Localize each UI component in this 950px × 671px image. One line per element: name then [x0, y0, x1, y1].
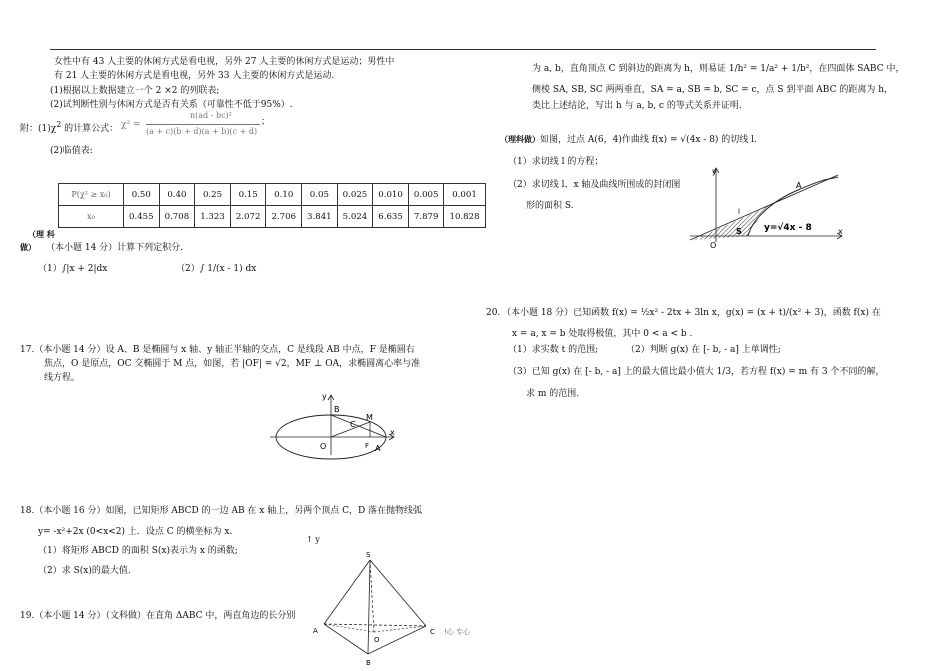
edge-sa: [324, 560, 370, 624]
q19-line-1: 19.（本小题 14 分）（文科做）在直角 ΔABC 中，两直角边的长分别: [20, 611, 296, 621]
q20-part-1: （1）求实数 t 的范围;: [508, 345, 599, 355]
q20-part-4: 求 m 的范围.: [526, 389, 580, 399]
label-b: B: [334, 405, 340, 414]
table-cell: 0.25: [195, 184, 231, 206]
label-y: y: [712, 167, 717, 176]
q19-cont-line-1: 为 a, b，直角顶点 C 到斜边的距离为 h，则易证 1/h² = 1/a² + 1/b²，在四面体 SABC 中，: [532, 64, 905, 74]
label-b: B: [366, 659, 371, 667]
q16-line-1: 女性中有 43 人主要的休闲方式是看电视，另外 27 人主要的休闲方式是运动；男性中: [54, 57, 395, 67]
q18-part-1: （1）将矩形 ABCD 的面积 S(x)表示为 x 的函数;: [38, 546, 238, 556]
table-cell: 0.10: [266, 184, 302, 206]
science-tag-1: （理 科: [28, 229, 55, 239]
table-header-cell: P(χ² ≥ x₀): [59, 184, 124, 206]
q20-line-2: x = a, x = b 处取得极值，其中 0 < a < b .: [512, 329, 693, 339]
table-cell: 0.005: [408, 184, 444, 206]
q20-part-2: （2）判断 g(x) 在 [- b, - a] 上单调性;: [626, 345, 781, 355]
ellipse-figure: [262, 385, 402, 460]
table-cell: 2.706: [266, 206, 302, 228]
label-a: A: [375, 444, 381, 453]
height-so: [370, 560, 374, 632]
q18-part-2: （2）求 S(x)的最大值.: [38, 566, 131, 576]
label-s: S: [736, 227, 742, 236]
label-x: x: [838, 227, 843, 236]
table-cell: 0.010: [373, 184, 409, 206]
seg-oc: [374, 626, 426, 632]
table-cell: 0.05: [302, 184, 338, 206]
q19-cont-line-3: 类比上述结论，写出 h 与 a, b, c 的等式关系并证明.: [532, 101, 742, 111]
q-science-2-part-1: （1）求切线 l 的方程；: [508, 157, 604, 167]
label-c: C: [350, 420, 356, 429]
q16-part-2: (2)试判断性别与休闲方式是否有关系（可靠性不低于95%）.: [50, 100, 293, 110]
formula-end: ；: [261, 117, 271, 127]
table-cell: 0.50: [124, 184, 160, 206]
q18-line-1: 18.（本小题 16 分）如图，已知矩形 ABCD 的一边 AB 在 x 轴上，另两个顶点 C，D 落在抛物线弧: [20, 506, 423, 516]
label-a: A: [313, 627, 318, 635]
q19-cont-line-2: 侧棱 SA, SB, SC 两两垂直，SA = a, SB = b, SC = c，点 S 到平面 ABC 的距离为 h，: [532, 85, 893, 95]
label-y: y: [322, 392, 327, 401]
critical-table-label: (2)临值表:: [50, 146, 93, 156]
table-cell: 3.841: [302, 206, 338, 228]
table-cell: 5.024: [337, 206, 373, 228]
label-c: C: [430, 628, 435, 636]
edge-ac: [324, 624, 426, 626]
q17-line-2: 焦点，O 是原点，OC 交椭圆于 M 点，如图，若 |OF| = √2，MF ⊥ OA，求椭圆离心率与准: [44, 359, 421, 369]
table-cell: 0.40: [159, 184, 195, 206]
table-cell: 1.323: [195, 206, 231, 228]
q-science-2-line: （理科做）如图，过点 A(6，4)作曲线 f(x) = √(4x - 8) 的切线 l.: [500, 134, 757, 145]
watermark-text: !心 专心: [444, 628, 471, 636]
edge-ab: [324, 624, 368, 654]
tetrahedron-figure: [310, 548, 490, 671]
table-cell: 2.072: [230, 206, 266, 228]
q20-line-1: 20．（本小题 18 分）已知函数 f(x) = ½x² - 2tx + 3ln x，g(x) = (x + t)/(x² + 3)，函数 f(x) 在: [486, 308, 881, 318]
integral-part-1: （1）∫|x + 2|dx: [38, 264, 108, 274]
table-row: [59, 206, 486, 228]
q-science-2-part-2a: （2）求切线 l、x 轴及曲线所围成的封闭图: [508, 180, 681, 190]
q18-line-2: y= -x²+2x (0<x<2) 上．设点 C 的横坐标为 x.: [38, 527, 233, 537]
q16-line-2: 有 21 人主要的休闲方式是看电视，另外 33 人主要的休闲方式是运动.: [54, 71, 335, 81]
table-row: [59, 184, 486, 206]
edge-sc: [370, 560, 426, 626]
q17-line-1: 17.（本小题 14 分）设 A、B 是椭圆与 x 轴、y 轴正半轴的交点，C 是线段 AB 中点，F 是椭圆右: [20, 345, 415, 355]
table-cell: 7.879: [408, 206, 444, 228]
q17-line-3: 线方程。: [44, 373, 81, 383]
label-f: F: [365, 442, 370, 450]
table-cell: 0.708: [159, 206, 195, 228]
edge-sb: [368, 560, 370, 654]
table-header-cell: x₀: [59, 206, 124, 228]
integral-part-2: （2）∫ 1/(x - 1) dx: [176, 264, 257, 274]
label-o: O: [710, 241, 717, 250]
formula-lhs: χ² =: [121, 120, 141, 130]
label-m: M: [366, 413, 373, 422]
label-l: l: [738, 208, 740, 216]
header-rule: [50, 49, 876, 50]
label-a: A: [796, 181, 802, 190]
formula-fraction-bar: [146, 124, 260, 125]
table-cell: 10.828: [444, 206, 485, 228]
table-cell: 0.025: [337, 184, 373, 206]
table-cell: 0.455: [124, 206, 160, 228]
q-science-2-part-2b: 形的面积 S.: [526, 201, 574, 211]
q18-y-axis-label: ↑ y: [306, 535, 320, 544]
integral-question: （本小题 14 分）计算下列定积分.: [46, 243, 184, 253]
q20-part-3: （3）已知 g(x) 在 [- b, - a] 上的最大值比最小值大 1/3，若方程 f(x) = m 有 3 个不同的解，: [508, 367, 885, 377]
label-o: O: [320, 442, 327, 451]
table-cell: 0.15: [230, 184, 266, 206]
critical-value-table: [58, 183, 486, 228]
formula-numerator: n(ad - bc)²: [190, 111, 232, 120]
tangent-graph: [686, 160, 846, 255]
curve-equation: y=√4x - 8: [764, 223, 812, 233]
label-o: O: [374, 636, 380, 644]
table-cell: 0.001: [444, 184, 485, 206]
appendix-label: 附：$(1)\chi^2$ 的计算公式：: [20, 120, 119, 134]
table-cell: 6.635: [373, 206, 409, 228]
q16-part-1: (1)根据以上数据建立一个 2 ×2 的列联表;: [50, 86, 220, 96]
label-x: x: [390, 428, 395, 437]
science-tag-2: 做）: [20, 242, 36, 252]
label-s: S: [366, 551, 371, 559]
formula-denominator: (a + c)(b + d)(a + b)(c + d): [146, 127, 258, 136]
